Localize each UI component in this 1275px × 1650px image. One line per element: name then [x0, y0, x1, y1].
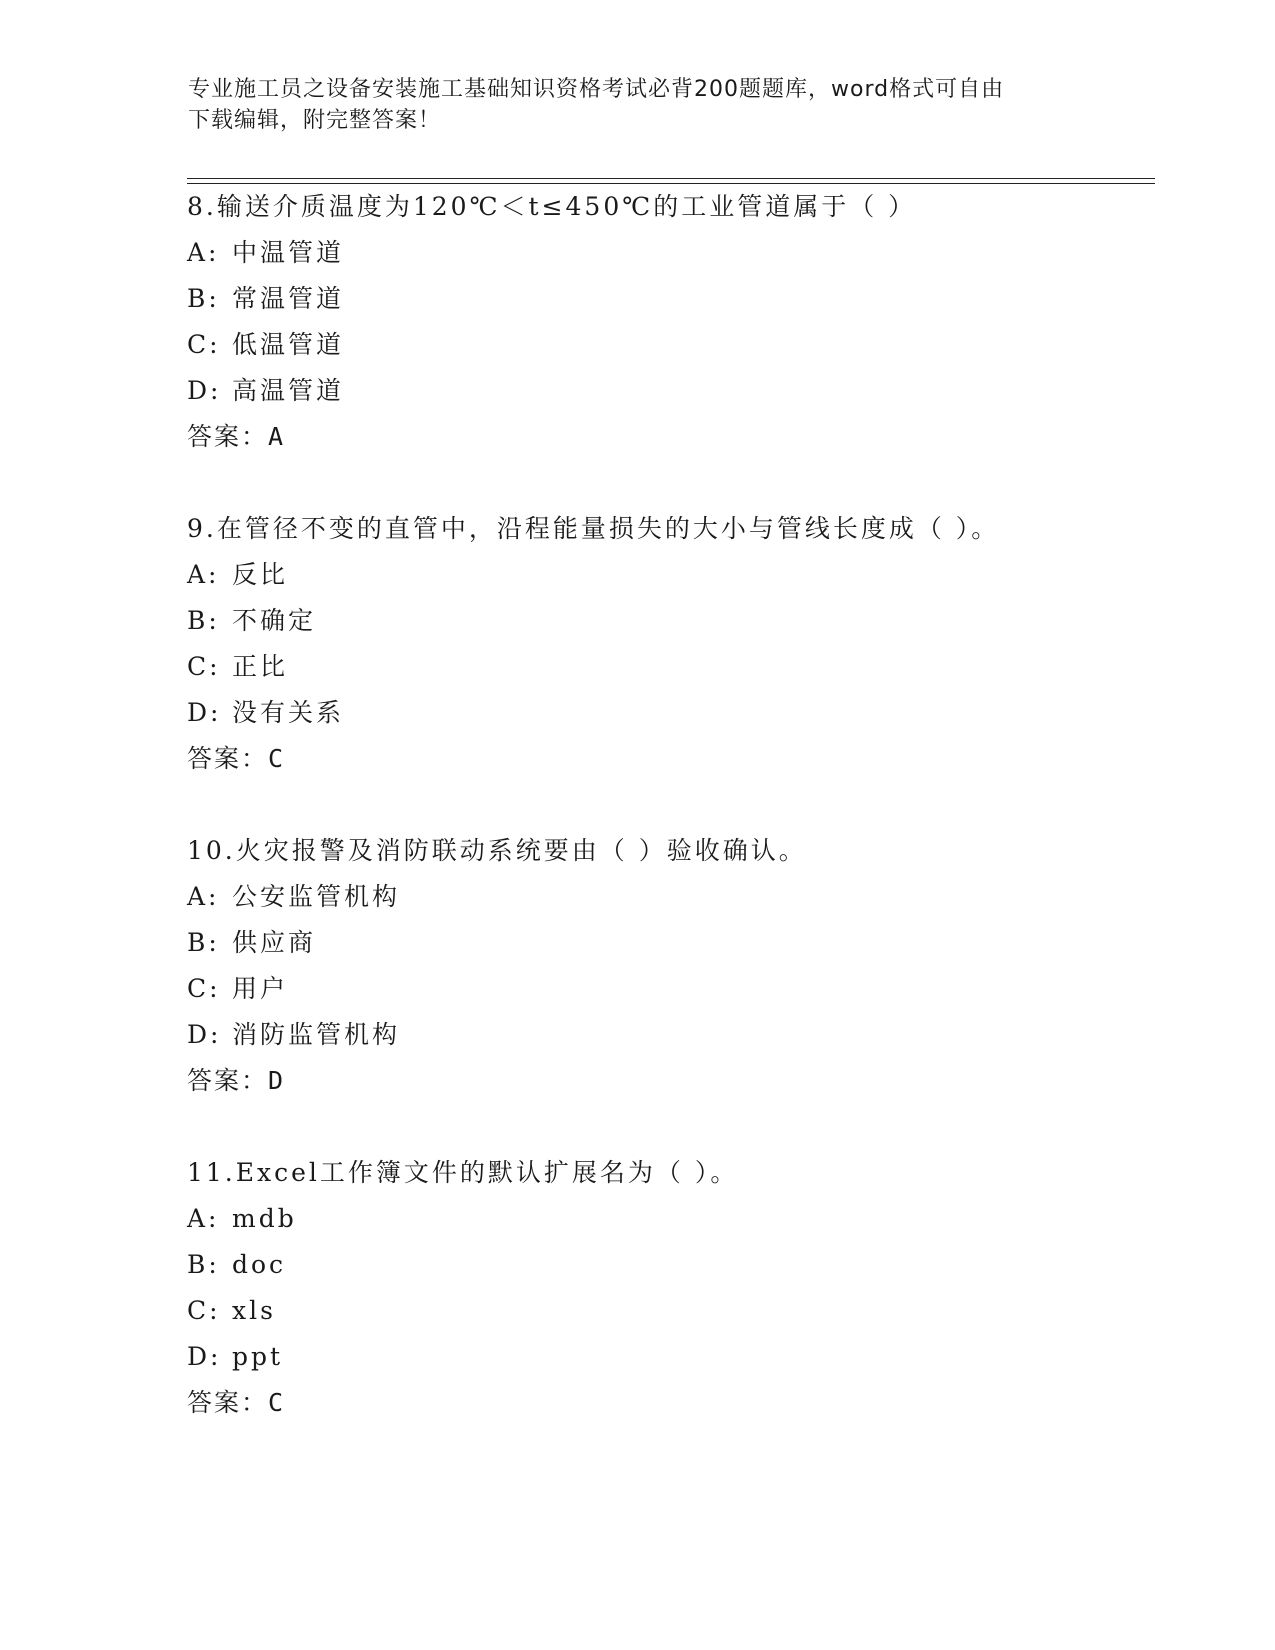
option-text: 供应商: [232, 928, 317, 957]
option-text: 高温管道: [232, 376, 345, 405]
answer-value: C: [268, 744, 286, 773]
option-text: 中温管道: [232, 238, 345, 267]
option-c: [187, 1288, 738, 1334]
option-key: B:: [187, 284, 220, 313]
option-b: [187, 920, 807, 966]
option-text: 用户: [232, 974, 289, 1003]
option-c: [187, 322, 916, 368]
question-block: [187, 828, 807, 1104]
option-key: C:: [187, 1296, 221, 1325]
option-text: 消防监管机构: [232, 1020, 401, 1049]
option-a: [187, 1196, 738, 1242]
option-key: A:: [187, 1204, 220, 1233]
option-key: A:: [187, 560, 220, 589]
answer-value: D: [268, 1066, 286, 1095]
answer-line: [187, 736, 999, 782]
answer-label: 答案：: [187, 422, 269, 451]
option-text: mdb: [232, 1204, 297, 1233]
question-block: [187, 506, 999, 782]
option-text: 没有关系: [232, 698, 345, 727]
answer-label: 答案：: [187, 1388, 269, 1417]
option-a: [187, 552, 999, 598]
answer-value: A: [268, 422, 286, 451]
option-key: C:: [187, 974, 221, 1003]
option-key: D:: [187, 1342, 222, 1371]
option-c: [187, 644, 999, 690]
option-text: 正比: [232, 652, 289, 681]
option-key: B:: [187, 1250, 220, 1279]
question-stem: 10.火灾报警及消防联动系统要由（ ）验收确认。: [187, 836, 807, 865]
option-text: 常温管道: [232, 284, 345, 313]
option-text: 反比: [232, 560, 289, 589]
answer-value: C: [268, 1388, 286, 1417]
option-key: D:: [187, 698, 222, 727]
option-d: [187, 368, 916, 414]
option-text: 低温管道: [232, 330, 345, 359]
document-header: [188, 74, 1088, 136]
option-text: xls: [232, 1296, 276, 1325]
answer-line: [187, 1058, 807, 1104]
option-key: B:: [187, 606, 220, 635]
question-block: [187, 1150, 738, 1426]
header-line-1: 专业施工员之设备安装施工基础知识资格考试必背200题题库，word格式可自由: [188, 77, 1005, 102]
question-stem: 8.输送介质温度为120℃＜t≤450℃的工业管道属于（ ）: [187, 192, 917, 221]
question-stem: 9.在管径不变的直管中，沿程能量损失的大小与管线长度成（ ）。: [187, 514, 1000, 543]
answer-line: [187, 414, 916, 460]
answer-label: 答案：: [187, 744, 269, 773]
option-b: [187, 598, 999, 644]
option-c: [187, 966, 807, 1012]
question-block: [187, 184, 916, 460]
option-a: [187, 230, 916, 276]
option-key: C:: [187, 652, 221, 681]
option-d: [187, 690, 999, 736]
option-key: D:: [187, 376, 222, 405]
option-d: [187, 1012, 807, 1058]
option-b: [187, 1242, 738, 1288]
option-key: A:: [187, 882, 220, 911]
option-text: 公安监管机构: [232, 882, 401, 911]
option-d: [187, 1334, 738, 1380]
header-divider-top: [187, 178, 1155, 179]
option-key: B:: [187, 928, 220, 957]
option-text: 不确定: [232, 606, 317, 635]
header-line-2: 下载编辑，附完整答案！: [188, 108, 442, 133]
option-key: A:: [187, 238, 220, 267]
option-b: [187, 276, 916, 322]
option-text: doc: [232, 1250, 287, 1279]
answer-label: 答案：: [187, 1066, 269, 1095]
option-key: C:: [187, 330, 221, 359]
option-text: ppt: [232, 1342, 284, 1371]
option-key: D:: [187, 1020, 222, 1049]
option-a: [187, 874, 807, 920]
answer-line: [187, 1380, 738, 1426]
question-stem: 11.Excel工作簿文件的默认扩展名为（ ）。: [187, 1158, 739, 1187]
